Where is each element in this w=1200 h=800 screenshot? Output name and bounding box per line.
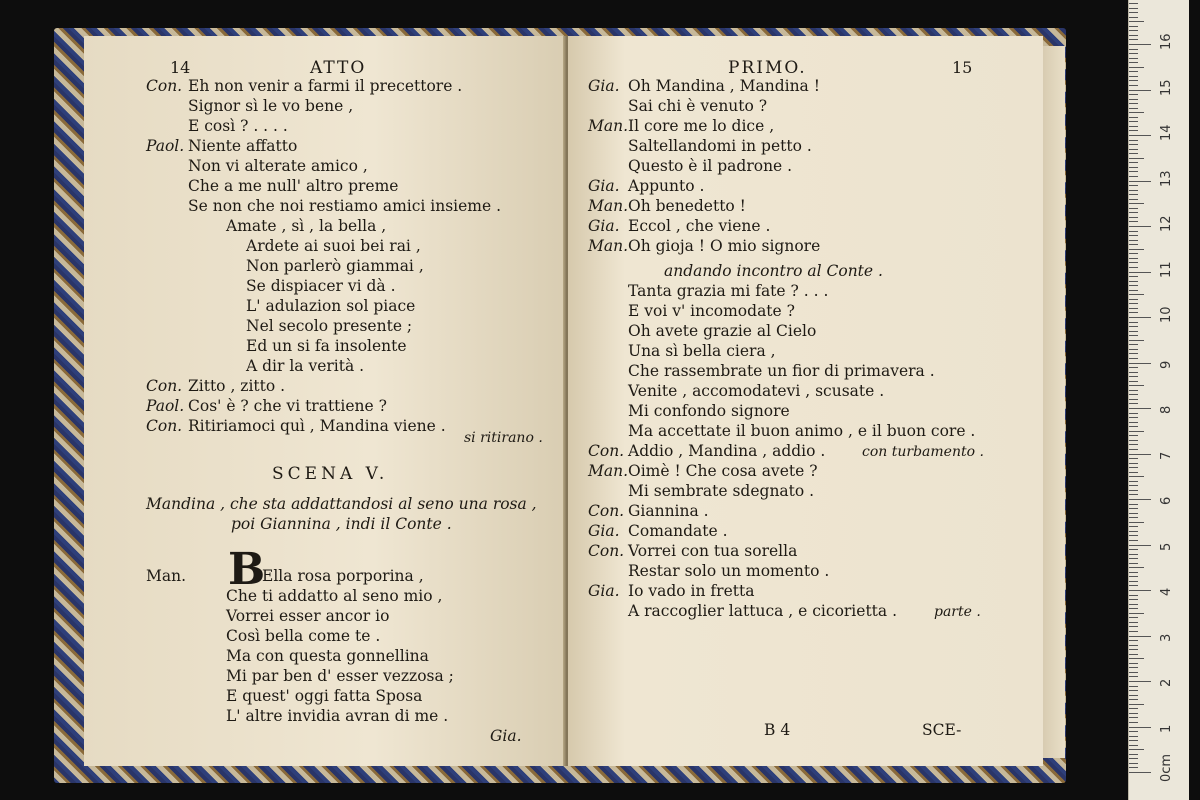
stage-direction: si ritirano . bbox=[464, 430, 543, 446]
ruler-tick bbox=[1129, 763, 1138, 764]
scene-description: poi Giannina , indi il Conte . bbox=[231, 515, 452, 533]
scene-title: SCENA V. bbox=[272, 464, 389, 484]
ruler-tick bbox=[1129, 335, 1138, 336]
verse-line: L' altre invidia avran di me . bbox=[226, 707, 449, 725]
ruler-tick bbox=[1129, 408, 1151, 409]
ruler-tick bbox=[1129, 481, 1138, 482]
ruler-tick bbox=[1129, 727, 1151, 728]
ruler-tick bbox=[1129, 476, 1144, 477]
ruler-tick bbox=[1129, 94, 1138, 95]
ruler-tick bbox=[1129, 513, 1138, 514]
ruler-label: 14 bbox=[1159, 124, 1174, 141]
dialogue-line: Ed un si fa insolente bbox=[246, 337, 407, 355]
ruler-label: 4 bbox=[1159, 587, 1174, 596]
page-edges bbox=[1043, 46, 1065, 758]
ruler-tick bbox=[1129, 604, 1138, 605]
ruler-label: 0cm bbox=[1159, 753, 1174, 782]
ruler-tick bbox=[1129, 708, 1138, 709]
ruler-tick bbox=[1129, 749, 1144, 750]
ruler-tick bbox=[1129, 308, 1138, 309]
ruler-tick bbox=[1129, 658, 1144, 659]
dialogue-line: Io vado in fretta bbox=[628, 582, 755, 600]
ruler-tick bbox=[1129, 176, 1138, 177]
dialogue-line: Zitto , zitto . bbox=[188, 377, 286, 395]
ruler-label: 12 bbox=[1159, 215, 1174, 232]
ruler-tick bbox=[1129, 472, 1138, 473]
ruler-tick bbox=[1129, 572, 1138, 573]
ruler-tick bbox=[1129, 12, 1138, 13]
ruler-tick bbox=[1129, 399, 1138, 400]
dialogue-line: Non vi alterate amico , bbox=[188, 157, 368, 175]
ruler-tick bbox=[1129, 740, 1138, 741]
dialogue-line: Comandate . bbox=[628, 522, 728, 540]
dialogue-line: Amate , sì , la bella , bbox=[226, 217, 387, 235]
ruler-tick bbox=[1129, 49, 1138, 50]
ruler-tick bbox=[1129, 167, 1138, 168]
speaker-label: Man. bbox=[588, 237, 629, 255]
ruler-tick bbox=[1129, 358, 1138, 359]
ruler-tick bbox=[1129, 363, 1151, 364]
ruler-tick bbox=[1129, 244, 1138, 245]
dialogue-line: Non parlerò giammai , bbox=[246, 257, 424, 275]
ruler-tick bbox=[1129, 103, 1138, 104]
speaker-label: Con. bbox=[588, 542, 625, 560]
ruler-tick bbox=[1129, 549, 1138, 550]
ruler-tick bbox=[1129, 444, 1138, 445]
speaker-label: Man. bbox=[588, 117, 629, 135]
ruler-tick bbox=[1129, 35, 1138, 36]
ruler-tick bbox=[1129, 158, 1144, 159]
ruler-tick bbox=[1129, 226, 1151, 227]
ruler-tick bbox=[1129, 349, 1138, 350]
speaker-label: Gia. bbox=[588, 177, 620, 195]
speaker-label: Con. bbox=[146, 377, 183, 395]
ruler-tick bbox=[1129, 381, 1138, 382]
page-number: 15 bbox=[952, 58, 973, 77]
ruler-tick bbox=[1129, 581, 1138, 582]
ruler-tick bbox=[1129, 208, 1138, 209]
page-number: 14 bbox=[170, 58, 191, 77]
ruler-tick bbox=[1129, 622, 1138, 623]
ruler-tick bbox=[1129, 340, 1144, 341]
ruler-tick bbox=[1129, 240, 1138, 241]
verse-line: Vorrei esser ancor io bbox=[226, 607, 390, 625]
ruler-label: 10 bbox=[1159, 306, 1174, 323]
ruler-tick bbox=[1129, 535, 1138, 536]
dialogue-line: Ardete ai suoi bei rai , bbox=[246, 237, 421, 255]
ruler-tick bbox=[1129, 590, 1151, 591]
dialogue-line: L' adulazion sol piace bbox=[246, 297, 416, 315]
ruler-label: 2 bbox=[1159, 678, 1174, 687]
ruler-tick bbox=[1129, 344, 1138, 345]
speaker-label: Con. bbox=[588, 502, 625, 520]
ruler-label: 16 bbox=[1159, 33, 1174, 50]
ruler-tick bbox=[1129, 194, 1138, 195]
speaker-label: Con. bbox=[588, 442, 625, 460]
dialogue-line: Vorrei con tua sorella bbox=[628, 542, 798, 560]
ruler-tick bbox=[1129, 135, 1151, 136]
verse-line: Così bella come te . bbox=[226, 627, 381, 645]
ruler-label: 7 bbox=[1159, 451, 1174, 460]
dialogue-line: Sai chi è venuto ? bbox=[628, 97, 768, 115]
dialogue-line: Cos' è ? che vi trattiene ? bbox=[188, 397, 387, 415]
dialogue-line: Eh non venir a farmi il precettore . bbox=[188, 77, 463, 95]
ruler-tick bbox=[1129, 376, 1138, 377]
ruler-tick bbox=[1129, 431, 1144, 432]
ruler-tick bbox=[1129, 454, 1151, 455]
ruler-tick bbox=[1129, 599, 1138, 600]
ruler-tick bbox=[1129, 636, 1151, 637]
stage-direction: andando incontro al Conte . bbox=[664, 262, 883, 280]
song-speaker: Man. bbox=[146, 567, 187, 585]
dialogue-line: Che rassembrate un fior di primavera . bbox=[628, 362, 935, 380]
ruler-tick bbox=[1129, 294, 1144, 295]
drop-cap: B bbox=[228, 544, 266, 595]
ruler-tick bbox=[1129, 754, 1138, 755]
ruler-tick bbox=[1129, 686, 1138, 687]
ruler-tick bbox=[1129, 522, 1144, 523]
ruler-tick bbox=[1129, 449, 1138, 450]
ruler-tick bbox=[1129, 76, 1138, 77]
dialogue-line: Ritiriamoci quì , Mandina viene . bbox=[188, 417, 446, 435]
ruler-tick bbox=[1129, 112, 1144, 113]
ruler-tick bbox=[1129, 258, 1138, 259]
ruler-tick bbox=[1129, 704, 1144, 705]
ruler-tick bbox=[1129, 508, 1138, 509]
dialogue-line: E così ? . . . . bbox=[188, 117, 288, 135]
signature-mark: B 4 bbox=[764, 721, 791, 739]
ruler-tick bbox=[1129, 140, 1138, 141]
ruler-tick bbox=[1129, 3, 1138, 4]
ruler-tick bbox=[1129, 190, 1138, 191]
ruler-tick bbox=[1129, 540, 1138, 541]
ruler-tick bbox=[1129, 667, 1138, 668]
dialogue-line: Venite , accomodatevi , scusate . bbox=[628, 382, 885, 400]
catchword: SCE- bbox=[922, 721, 962, 739]
ruler-tick bbox=[1129, 30, 1138, 31]
speaker-label: Gia. bbox=[588, 77, 620, 95]
ruler-tick bbox=[1129, 39, 1138, 40]
ruler-tick bbox=[1129, 576, 1138, 577]
ruler-tick bbox=[1129, 403, 1138, 404]
dialogue-line: A dir la verità . bbox=[246, 357, 365, 375]
ruler-tick bbox=[1129, 199, 1138, 200]
ruler-tick bbox=[1129, 394, 1138, 395]
speaker-label: Paol. bbox=[146, 137, 185, 155]
speaker-label: Gia. bbox=[588, 217, 620, 235]
dialogue-line: Niente affatto bbox=[188, 137, 298, 155]
ruler-tick bbox=[1129, 21, 1144, 22]
ruler-tick bbox=[1129, 722, 1138, 723]
ruler-tick bbox=[1129, 545, 1151, 546]
ruler-tick bbox=[1129, 640, 1138, 641]
ruler-tick bbox=[1129, 595, 1138, 596]
ruler-tick bbox=[1129, 62, 1138, 63]
speaker-label: Con. bbox=[146, 77, 183, 95]
running-header: ATTO bbox=[310, 58, 367, 78]
ruler-tick bbox=[1129, 285, 1138, 286]
ruler-tick bbox=[1129, 162, 1138, 163]
ruler-tick bbox=[1129, 426, 1138, 427]
dialogue-line: Se dispiacer vi dà . bbox=[246, 277, 396, 295]
ruler-tick bbox=[1129, 758, 1138, 759]
ruler-tick bbox=[1129, 126, 1138, 127]
ruler-label: 8 bbox=[1159, 405, 1174, 414]
dialogue-line: Oimè ! Che cosa avete ? bbox=[628, 462, 818, 480]
ruler-tick bbox=[1129, 645, 1138, 646]
ruler-tick bbox=[1129, 26, 1138, 27]
ruler-tick bbox=[1129, 212, 1138, 213]
ruler-tick bbox=[1129, 67, 1144, 68]
ruler-tick bbox=[1129, 736, 1138, 737]
verse-line: Mi par ben d' esser vezzosa ; bbox=[226, 667, 454, 685]
ruler-tick bbox=[1129, 676, 1138, 677]
ruler-tick bbox=[1129, 608, 1138, 609]
dialogue-line: Questo è il padrone . bbox=[628, 157, 793, 175]
ruler-tick bbox=[1129, 390, 1138, 391]
ruler-tick bbox=[1129, 613, 1144, 614]
ruler-tick bbox=[1129, 85, 1138, 86]
ruler-label: 9 bbox=[1159, 360, 1174, 369]
ruler-tick bbox=[1129, 617, 1138, 618]
dialogue-line: Appunto . bbox=[628, 177, 705, 195]
ruler-tick bbox=[1129, 171, 1138, 172]
ruler-label: 1 bbox=[1159, 724, 1174, 733]
verse-line: Ma con questa gonnellina bbox=[226, 647, 429, 665]
ruler-tick bbox=[1129, 71, 1138, 72]
dialogue-line: Mi sembrate sdegnato . bbox=[628, 482, 815, 500]
ruler-tick bbox=[1129, 217, 1138, 218]
ruler-tick bbox=[1129, 312, 1138, 313]
ruler-tick bbox=[1129, 417, 1138, 418]
ruler-tick bbox=[1129, 17, 1138, 18]
ruler-tick bbox=[1129, 626, 1138, 627]
dialogue-line: Signor sì le vo bene , bbox=[188, 97, 354, 115]
ruler-tick bbox=[1129, 322, 1138, 323]
dialogue-line: Che a me null' altro preme bbox=[188, 177, 399, 195]
ruler-label: 5 bbox=[1159, 542, 1174, 551]
ruler-tick bbox=[1129, 717, 1138, 718]
ruler-tick bbox=[1129, 99, 1138, 100]
dialogue-line: Oh avete grazie al Cielo bbox=[628, 322, 817, 340]
stage-direction: con turbamento . bbox=[862, 444, 984, 460]
ruler-tick bbox=[1129, 372, 1138, 373]
ruler-tick bbox=[1129, 558, 1138, 559]
catchword: Gia. bbox=[490, 727, 522, 745]
ruler-tick bbox=[1129, 517, 1138, 518]
dialogue-line: Una sì bella ciera , bbox=[628, 342, 776, 360]
dialogue-line: Ma accettate il buon animo , e il buon core . bbox=[628, 422, 976, 440]
ruler-tick bbox=[1129, 203, 1144, 204]
ruler-tick bbox=[1129, 353, 1138, 354]
ruler-tick bbox=[1129, 331, 1138, 332]
ruler-tick bbox=[1129, 367, 1138, 368]
ruler-tick bbox=[1129, 654, 1138, 655]
speaker-label: Paol. bbox=[146, 397, 185, 415]
ruler-tick bbox=[1129, 672, 1138, 673]
ruler-tick bbox=[1129, 130, 1138, 131]
ruler-tick bbox=[1129, 531, 1138, 532]
ruler-label: 15 bbox=[1159, 78, 1174, 96]
ruler-label: 13 bbox=[1159, 169, 1174, 187]
ruler-tick bbox=[1129, 458, 1138, 459]
verse-line: E quest' oggi fatta Sposa bbox=[226, 687, 423, 705]
running-header: PRIMO. bbox=[728, 58, 807, 78]
ruler-tick bbox=[1129, 731, 1138, 732]
ruler-tick bbox=[1129, 249, 1144, 250]
ruler-tick bbox=[1129, 108, 1138, 109]
ruler-tick bbox=[1129, 385, 1144, 386]
ruler-tick bbox=[1129, 90, 1151, 91]
ruler-tick bbox=[1129, 299, 1138, 300]
ruler-tick bbox=[1129, 772, 1151, 773]
ruler-tick bbox=[1129, 272, 1151, 273]
ruler-tick bbox=[1129, 422, 1138, 423]
speaker-label: Gia. bbox=[588, 522, 620, 540]
ruler-tick bbox=[1129, 185, 1138, 186]
ruler-tick bbox=[1129, 153, 1138, 154]
ruler-tick bbox=[1129, 144, 1138, 145]
ruler-tick bbox=[1129, 745, 1138, 746]
speaker-label: Con. bbox=[146, 417, 183, 435]
ruler-tick bbox=[1129, 504, 1138, 505]
ruler-label: 6 bbox=[1159, 496, 1174, 505]
ruler-tick bbox=[1129, 235, 1138, 236]
measurement-ruler bbox=[1128, 0, 1189, 800]
dialogue-line: E voi v' incomodate ? bbox=[628, 302, 795, 320]
ruler-tick bbox=[1129, 499, 1151, 500]
ruler-tick bbox=[1129, 563, 1138, 564]
dialogue-line: Eccol , che viene . bbox=[628, 217, 771, 235]
ruler-tick bbox=[1129, 467, 1138, 468]
ruler-tick bbox=[1129, 713, 1138, 714]
ruler-tick bbox=[1129, 463, 1138, 464]
ruler-tick bbox=[1129, 485, 1138, 486]
ruler-tick bbox=[1129, 149, 1138, 150]
ruler-tick bbox=[1129, 585, 1138, 586]
ruler-tick bbox=[1129, 435, 1138, 436]
ruler-tick bbox=[1129, 554, 1138, 555]
ruler-tick bbox=[1129, 317, 1151, 318]
ruler-tick bbox=[1129, 117, 1138, 118]
ruler-tick bbox=[1129, 490, 1138, 491]
ruler-label: 3 bbox=[1159, 633, 1174, 642]
ruler-tick bbox=[1129, 281, 1138, 282]
ruler-tick bbox=[1129, 690, 1138, 691]
ruler-tick bbox=[1129, 567, 1144, 568]
ruler-tick bbox=[1129, 631, 1138, 632]
dialogue-line: Saltellandomi in petto . bbox=[628, 137, 812, 155]
ruler-tick bbox=[1129, 326, 1138, 327]
verse-line: Che ti addatto al seno mio , bbox=[226, 587, 443, 605]
dialogue-line: Giannina . bbox=[628, 502, 709, 520]
ruler-tick bbox=[1129, 231, 1138, 232]
dialogue-line: Addio , Mandina , addio . bbox=[628, 442, 826, 460]
ruler-tick bbox=[1129, 767, 1138, 768]
speaker-label: Man. bbox=[588, 197, 629, 215]
left-page bbox=[84, 36, 566, 766]
ruler-tick bbox=[1129, 221, 1138, 222]
right-page bbox=[568, 36, 1043, 766]
stage-direction: parte . bbox=[934, 604, 981, 620]
scene-description: Mandina , che sta addattandosi al seno una rosa , bbox=[146, 495, 537, 513]
speaker-label: Gia. bbox=[588, 582, 620, 600]
ruler-tick bbox=[1129, 267, 1138, 268]
ruler-tick bbox=[1129, 649, 1138, 650]
dialogue-line: Il core me lo dice , bbox=[628, 117, 775, 135]
ruler-tick bbox=[1129, 526, 1138, 527]
ruler-tick bbox=[1129, 303, 1138, 304]
ruler-tick bbox=[1129, 663, 1138, 664]
verse-line: Ella rosa porporina , bbox=[262, 567, 424, 585]
ruler-tick bbox=[1129, 276, 1138, 277]
ruler-tick bbox=[1129, 8, 1138, 9]
ruler-tick bbox=[1129, 181, 1151, 182]
dialogue-line: Oh Mandina , Mandina ! bbox=[628, 77, 820, 95]
ruler-tick bbox=[1129, 681, 1151, 682]
ruler-tick bbox=[1129, 413, 1138, 414]
ruler-tick bbox=[1129, 58, 1138, 59]
ruler-tick bbox=[1129, 44, 1151, 45]
ruler-tick bbox=[1129, 121, 1138, 122]
dialogue-line: A raccoglier lattuca , e cicorietta . bbox=[628, 602, 897, 620]
ruler-tick bbox=[1129, 494, 1138, 495]
ruler-tick bbox=[1129, 53, 1138, 54]
ruler-tick bbox=[1129, 695, 1138, 696]
dialogue-line: Oh benedetto ! bbox=[628, 197, 746, 215]
ruler-tick bbox=[1129, 262, 1138, 263]
dialogue-line: Oh gioja ! O mio signore bbox=[628, 237, 821, 255]
dialogue-line: Se non che noi restiamo amici insieme . bbox=[188, 197, 502, 215]
speaker-label: Man. bbox=[588, 462, 629, 480]
ruler-tick bbox=[1129, 80, 1138, 81]
dialogue-line: Restar solo un momento . bbox=[628, 562, 830, 580]
ruler-tick bbox=[1129, 440, 1138, 441]
ruler-label: 11 bbox=[1159, 260, 1174, 278]
ruler-tick bbox=[1129, 290, 1138, 291]
ruler-tick bbox=[1129, 253, 1138, 254]
dialogue-line: Mi confondo signore bbox=[628, 402, 790, 420]
dialogue-line: Tanta grazia mi fate ? . . . bbox=[628, 282, 829, 300]
dialogue-line: Nel secolo presente ; bbox=[246, 317, 413, 335]
ruler-tick bbox=[1129, 699, 1138, 700]
